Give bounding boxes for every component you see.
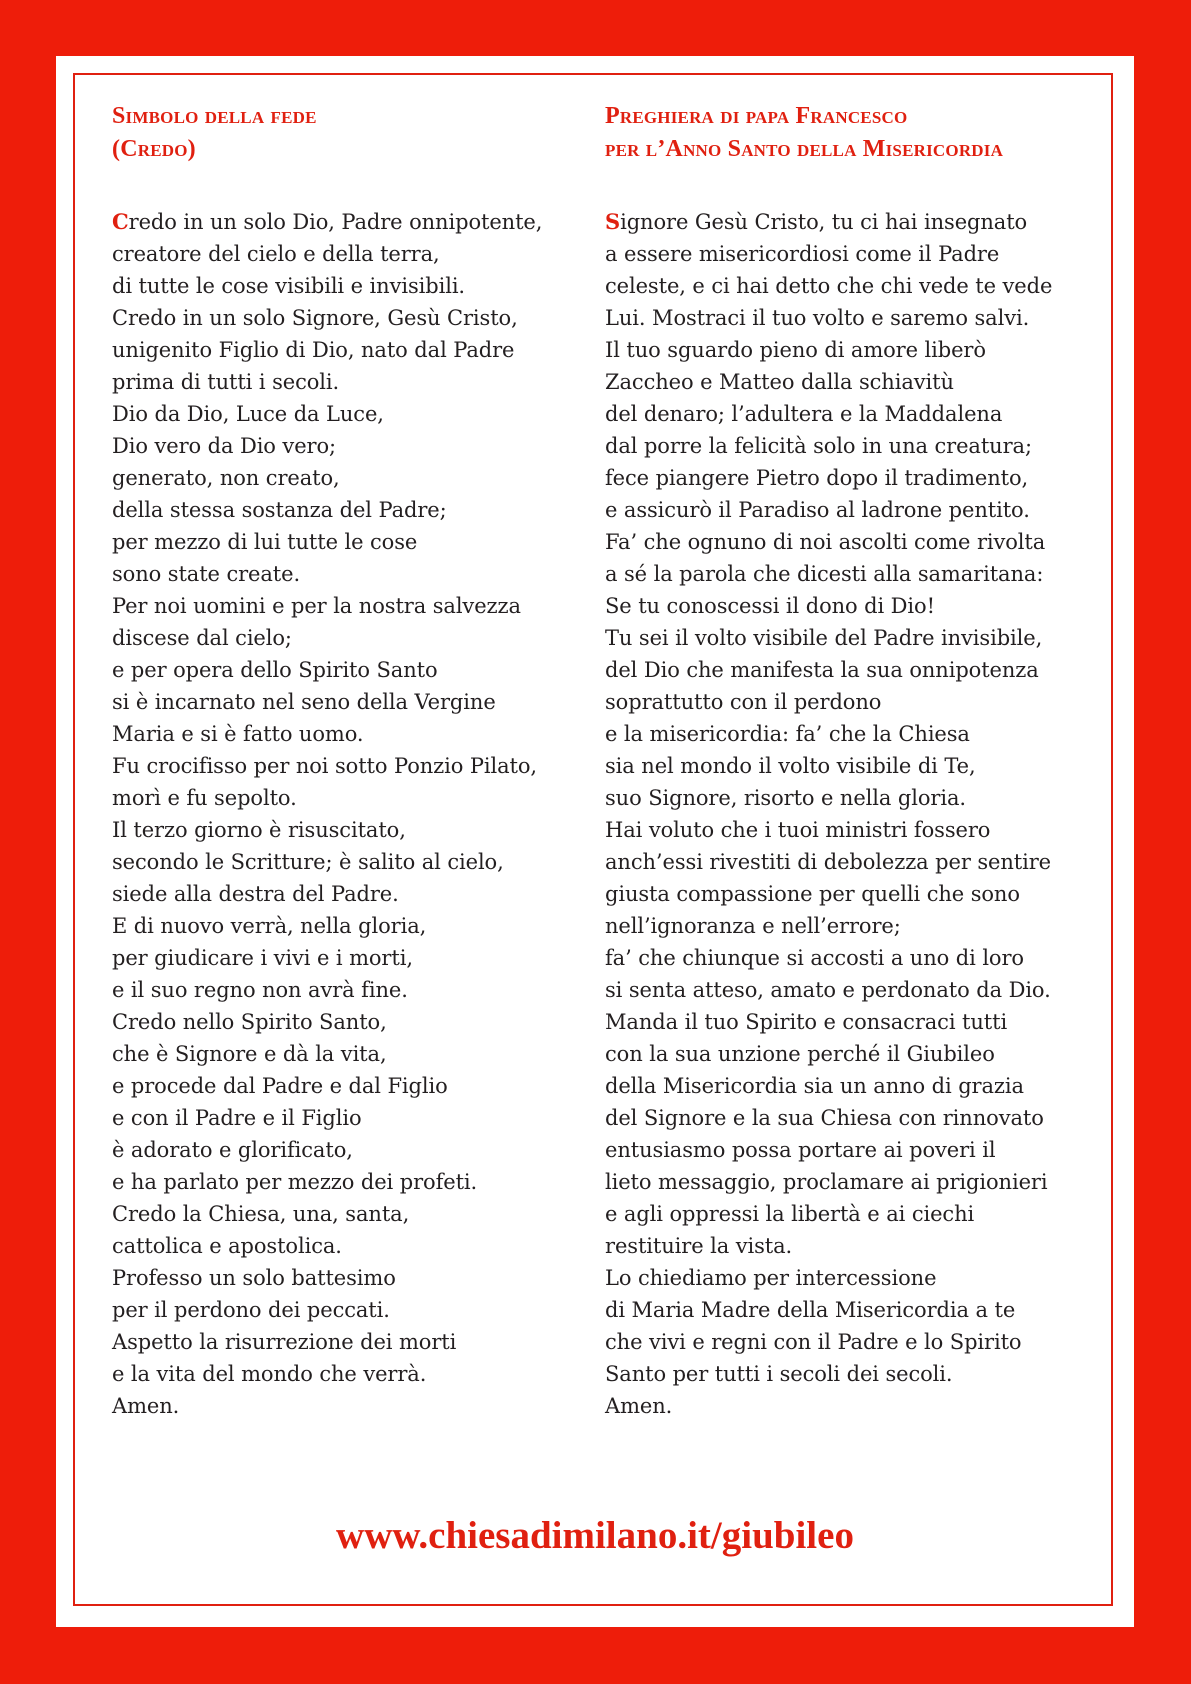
credo-line: e la vita del mondo che verrà. <box>112 1362 427 1386</box>
prayer-text <box>605 206 1075 1422</box>
prayer-line: e la misericordia: fa’ che la Chiesa <box>605 722 970 746</box>
prayer-line: a essere misericordiosi come il Padre <box>605 242 1000 266</box>
prayer-line: suo Signore, risorto e nella gloria. <box>605 786 966 810</box>
prayer-initial-letter: S <box>605 209 621 234</box>
credo-line: che è Signore e dà la vita, <box>112 1042 387 1066</box>
prayer-line: Zaccheo e Matteo dalla schiavitù <box>605 370 954 394</box>
credo-title <box>112 100 572 166</box>
prayer-line: fece piangere Pietro dopo il tradimento, <box>605 466 1029 490</box>
prayer-line: con la sua unzione perché il Giubileo <box>605 1042 995 1066</box>
prayer-line: si senta atteso, amato e perdonato da Dio. <box>605 978 1051 1002</box>
credo-line: e procede dal Padre e dal Figlio <box>112 1074 448 1098</box>
prayer-line: Santo per tutti i secoli dei secoli. <box>605 1362 953 1386</box>
credo-line: Credo in un solo Signore, Gesù Cristo, <box>112 306 518 330</box>
credo-line: è adorato e glorificato, <box>112 1138 353 1162</box>
website-link[interactable]: www.chiesadimilano.it/giubileo <box>336 1514 854 1557</box>
credo-line: generato, non creato, <box>112 466 340 490</box>
credo-line: Maria e si è fatto uomo. <box>112 722 364 746</box>
prayer-title-line: Preghiera di papa Francesco <box>605 103 908 129</box>
prayer-line: Lo chiediamo per intercessione <box>605 1266 937 1290</box>
credo-line: e per opera dello Spirito Santo <box>112 658 438 682</box>
credo-line: Per noi uomini e per la nostra salvezza <box>112 594 521 618</box>
credo-line: e il suo regno non avrà fine. <box>112 978 408 1002</box>
credo-line: Credo la Chiesa, una, santa, <box>112 1202 410 1226</box>
prayer-line: giusta compassione per quelli che sono <box>605 882 1020 906</box>
credo-line: Il terzo giorno è risuscitato, <box>112 818 406 842</box>
prayer-line: che vivi e regni con il Padre e lo Spirito <box>605 1330 1022 1354</box>
credo-line: prima di tutti i secoli. <box>112 370 340 394</box>
credo-line: di tutte le cose visibili e invisibili. <box>112 274 466 298</box>
credo-first-line <box>112 206 572 238</box>
prayer-line: dal porre la felicità solo in una creatura; <box>605 434 1032 458</box>
prayer-title <box>605 100 1075 166</box>
prayer-line: di Maria Madre della Misericordia a te <box>605 1298 1016 1322</box>
credo-line: Aspetto la risurrezione dei morti <box>112 1330 457 1354</box>
prayer-line: e assicurò il Paradiso al ladrone pentito. <box>605 498 1030 522</box>
credo-title-line: (Credo) <box>112 136 196 162</box>
prayer-line: Il tuo sguardo pieno di amore liberò <box>605 338 986 362</box>
prayer-line: nell’ignoranza e nell’errore; <box>605 914 901 938</box>
prayer-line: Hai voluto che i tuoi ministri fossero <box>605 818 991 842</box>
credo-line: E di nuovo verrà, nella gloria, <box>112 914 427 938</box>
prayer-line: entusiasmo possa portare ai poveri il <box>605 1138 996 1162</box>
prayer-line: Manda il tuo Spirito e consacraci tutti <box>605 1010 1008 1034</box>
credo-line: per mezzo di lui tutte le cose <box>112 530 418 554</box>
credo-line: creatore del cielo e della terra, <box>112 242 440 266</box>
prayer-first-line-rest: ignore Gesù Cristo, tu ci hai insegnato <box>620 210 1028 234</box>
credo-line: unigenito Figlio di Dio, nato dal Padre <box>112 338 515 362</box>
credo-line: Dio da Dio, Luce da Luce, <box>112 402 384 426</box>
credo-line: sono state create. <box>112 562 301 586</box>
prayer-line: Amen. <box>605 1394 673 1418</box>
prayer-title-line: per l’Anno Santo della Misericordia <box>605 136 1004 162</box>
prayer-line: lieto messaggio, proclamare ai prigionieri <box>605 1170 1048 1194</box>
prayer-line: Lui. Mostraci il tuo volto e saremo salvi. <box>605 306 1030 330</box>
credo-line: per giudicare i vivi e i morti, <box>112 946 413 970</box>
credo-line: discese dal cielo; <box>112 626 292 650</box>
credo-line: Amen. <box>112 1394 180 1418</box>
credo-line: per il perdono dei peccati. <box>112 1298 390 1322</box>
prayer-line: Fa’ che ognuno di noi ascolti come rivolta <box>605 530 1046 554</box>
page-sheet <box>56 56 1134 1627</box>
prayer-line: soprattutto con il perdono <box>605 690 882 714</box>
credo-line: Credo nello Spirito Santo, <box>112 1010 387 1034</box>
prayer-line: anch’essi rivestiti di debolezza per sentire <box>605 850 1051 874</box>
credo-line: Fu crocifisso per noi sotto Ponzio Pilato, <box>112 754 537 778</box>
credo-title-line: Simbolo della fede <box>112 103 317 129</box>
credo-initial-letter: C <box>112 209 129 234</box>
credo-line: e ha parlato per mezzo dei profeti. <box>112 1170 478 1194</box>
prayer-line: del denaro; l’adultera e la Maddalena <box>605 402 1003 426</box>
prayer-line: della Misericordia sia un anno di grazia <box>605 1074 1024 1098</box>
credo-first-line-rest: redo in un solo Dio, Padre onnipotente, <box>128 210 543 234</box>
prayer-line: restituire la vista. <box>605 1234 793 1258</box>
prayer-line: a sé la parola che dicesti alla samaritana: <box>605 562 1044 586</box>
credo-column <box>112 100 572 1422</box>
prayer-first-line <box>605 206 1075 238</box>
prayer-column <box>605 100 1075 1422</box>
prayer-line: Tu sei il volto visibile del Padre invisibile, <box>605 626 1043 650</box>
credo-line: Dio vero da Dio vero; <box>112 434 336 458</box>
credo-line: secondo le Scritture; è salito al cielo, <box>112 850 504 874</box>
prayer-line: e agli oppressi la libertà e ai ciechi <box>605 1202 975 1226</box>
prayer-line: celeste, e ci hai detto che chi vede te vede <box>605 274 1053 298</box>
credo-line: si è incarnato nel seno della Vergine <box>112 690 496 714</box>
prayer-line: del Dio che manifesta la sua onnipotenza <box>605 658 1039 682</box>
credo-line: e con il Padre e il Figlio <box>112 1106 362 1130</box>
prayer-line: sia nel mondo il volto visibile di Te, <box>605 754 976 778</box>
credo-line: Professo un solo battesimo <box>112 1266 396 1290</box>
prayer-line: del Signore e la sua Chiesa con rinnovato <box>605 1106 1044 1130</box>
credo-line: della stessa sostanza del Padre; <box>112 498 447 522</box>
credo-line: cattolica e apostolica. <box>112 1234 342 1258</box>
credo-line: morì e fu sepolto. <box>112 786 297 810</box>
credo-text <box>112 206 572 1422</box>
credo-line: siede alla destra del Padre. <box>112 882 399 906</box>
prayer-line: Se tu conoscessi il dono di Dio! <box>605 594 935 618</box>
prayer-line: fa’ che chiunque si accosti a uno di loro <box>605 946 1024 970</box>
